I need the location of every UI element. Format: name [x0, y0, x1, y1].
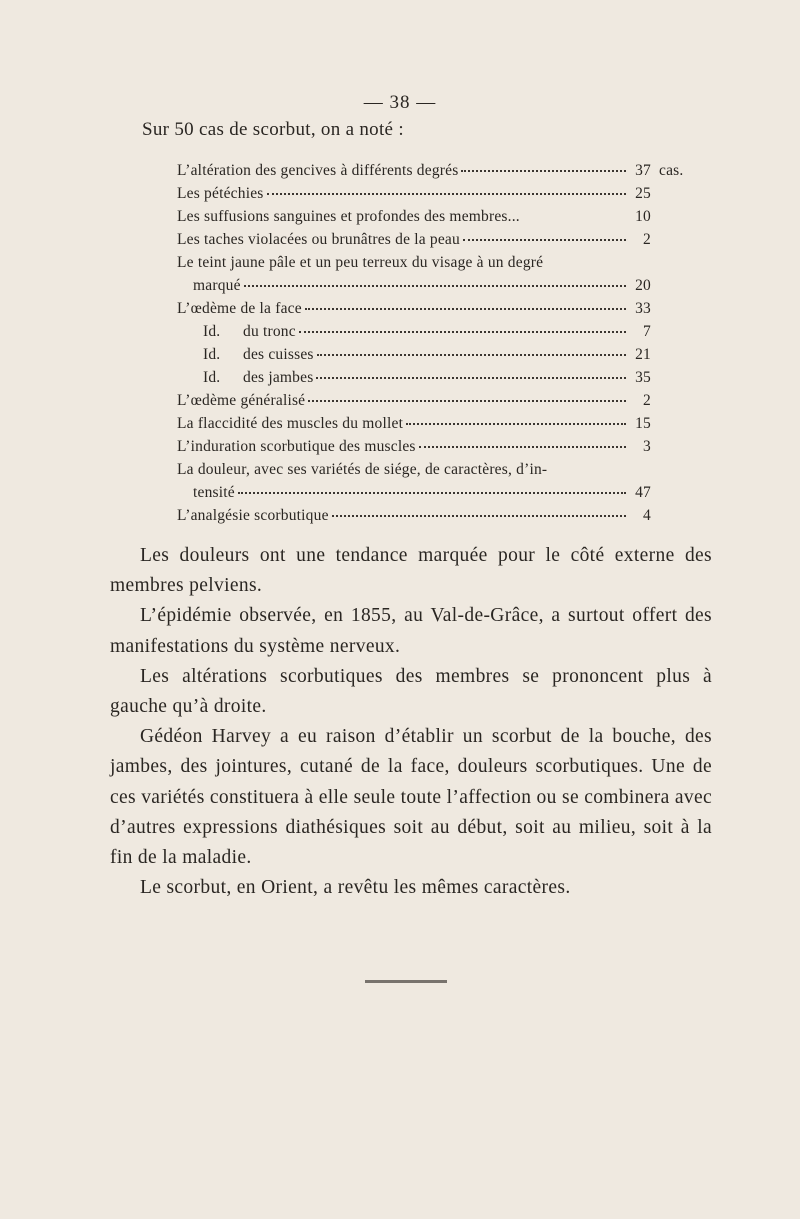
stat-row [177, 251, 651, 274]
stat-value: 2 [643, 392, 651, 409]
paragraph: Les altérations scorbutiques des membres se prononcent plus à gauche qu’à droite. [110, 665, 712, 718]
stat-label: Les suffusions sanguines et profondes des membres... [177, 208, 520, 225]
dot-leader [238, 492, 626, 494]
paragraph: Les douleurs ont une tendance marquée pour le côté externe des membres pelviens. [110, 545, 712, 597]
stat-value: 10 [635, 208, 651, 225]
page-number: — 38 — [363, 92, 437, 113]
stat-row [177, 435, 651, 458]
stat-label: Les pétéchies [177, 185, 264, 202]
dot-leader [316, 377, 626, 379]
stat-label [177, 343, 314, 366]
dot-leader [317, 354, 626, 356]
stat-label: Les taches violacées ou brunâtres de la peau [177, 231, 460, 248]
stat-value: 47 [635, 484, 651, 501]
stat-label-rest: des cuisses [243, 346, 314, 363]
paragraph: Gédéon Harvey a eu raison d’établir un scorbut de la bouche, des jambes, des jointures, cutané de la face, douleurs scorbutiques. Une de ces variétés constituera à elle seule toute l’affection ou se combinera avec d’autres expressions diathésiques soit au début, soit au milieu, soit à la fin de la maladie. [110, 726, 712, 869]
body-text [110, 541, 712, 903]
stat-label-id: Id. [203, 346, 221, 363]
stat-value: 35 [635, 369, 651, 386]
stat-label-id: Id. [203, 369, 221, 386]
stat-row [177, 504, 651, 527]
stat-unit: cas. [659, 162, 684, 179]
dot-leader [419, 446, 626, 448]
statistics-list [177, 159, 684, 527]
dot-leader [332, 515, 626, 517]
stat-label [177, 366, 313, 389]
stat-label: L’analgésie scorbutique [177, 507, 329, 524]
paragraph: L’épidémie observée, en 1855, au Val-de-Grâce, a surtout offert des manifestations du système nerveux. [110, 605, 712, 657]
stat-value: 3 [643, 438, 651, 455]
stat-value: 37 [635, 162, 651, 179]
stat-row [177, 412, 651, 435]
stat-row [177, 297, 651, 320]
stat-label-rest: des jambes [243, 369, 314, 386]
stat-value: 15 [635, 415, 651, 432]
stat-row [177, 182, 651, 205]
stat-label-rest: du tronc [243, 323, 296, 340]
dot-leader [244, 285, 626, 287]
stat-value: 25 [635, 185, 651, 202]
dot-leader [267, 193, 626, 195]
stat-row [177, 343, 651, 366]
stat-label: La douleur, avec ses variétés de siége, de caractères, d’in- [177, 461, 548, 478]
stat-label: L’œdème généralisé [177, 392, 306, 409]
stat-label: La flaccidité des muscles du mollet [177, 415, 404, 432]
stat-row [177, 458, 651, 481]
dot-leader [308, 400, 626, 402]
stat-row [177, 228, 651, 251]
stat-value: 2 [643, 231, 651, 248]
paragraph: Le scorbut, en Orient, a revêtu les mêmes caractères. [140, 877, 571, 899]
stat-label [177, 320, 296, 343]
stat-value: 7 [643, 323, 651, 340]
stat-row [177, 159, 684, 182]
dot-leader [461, 170, 626, 172]
stat-value: 33 [635, 300, 651, 317]
stat-row [177, 320, 651, 343]
stat-label: marqué [193, 277, 241, 294]
stat-label: tensité [193, 484, 235, 501]
stat-value: 20 [635, 277, 651, 294]
stat-value: 4 [643, 507, 651, 524]
stat-row [177, 481, 651, 504]
stat-label: L’altération des gencives à différents degrés [177, 162, 459, 179]
stat-label: L’induration scorbutique des muscles [177, 438, 416, 455]
stat-row [177, 389, 651, 412]
stat-row [177, 274, 651, 297]
stat-row [177, 205, 651, 228]
section-rule [365, 980, 447, 983]
stat-label-id: Id. [203, 323, 221, 340]
intro-line: Sur 50 cas de scorbut, on a noté : [142, 119, 404, 140]
dot-leader [406, 423, 626, 425]
dot-leader [463, 239, 626, 241]
stat-row [177, 366, 651, 389]
dot-leader [299, 331, 626, 333]
stat-label: Le teint jaune pâle et un peu terreux du visage à un degré [177, 254, 544, 271]
stat-value: 21 [635, 346, 651, 363]
stat-label: L’œdème de la face [177, 300, 302, 317]
dot-leader [305, 308, 626, 310]
